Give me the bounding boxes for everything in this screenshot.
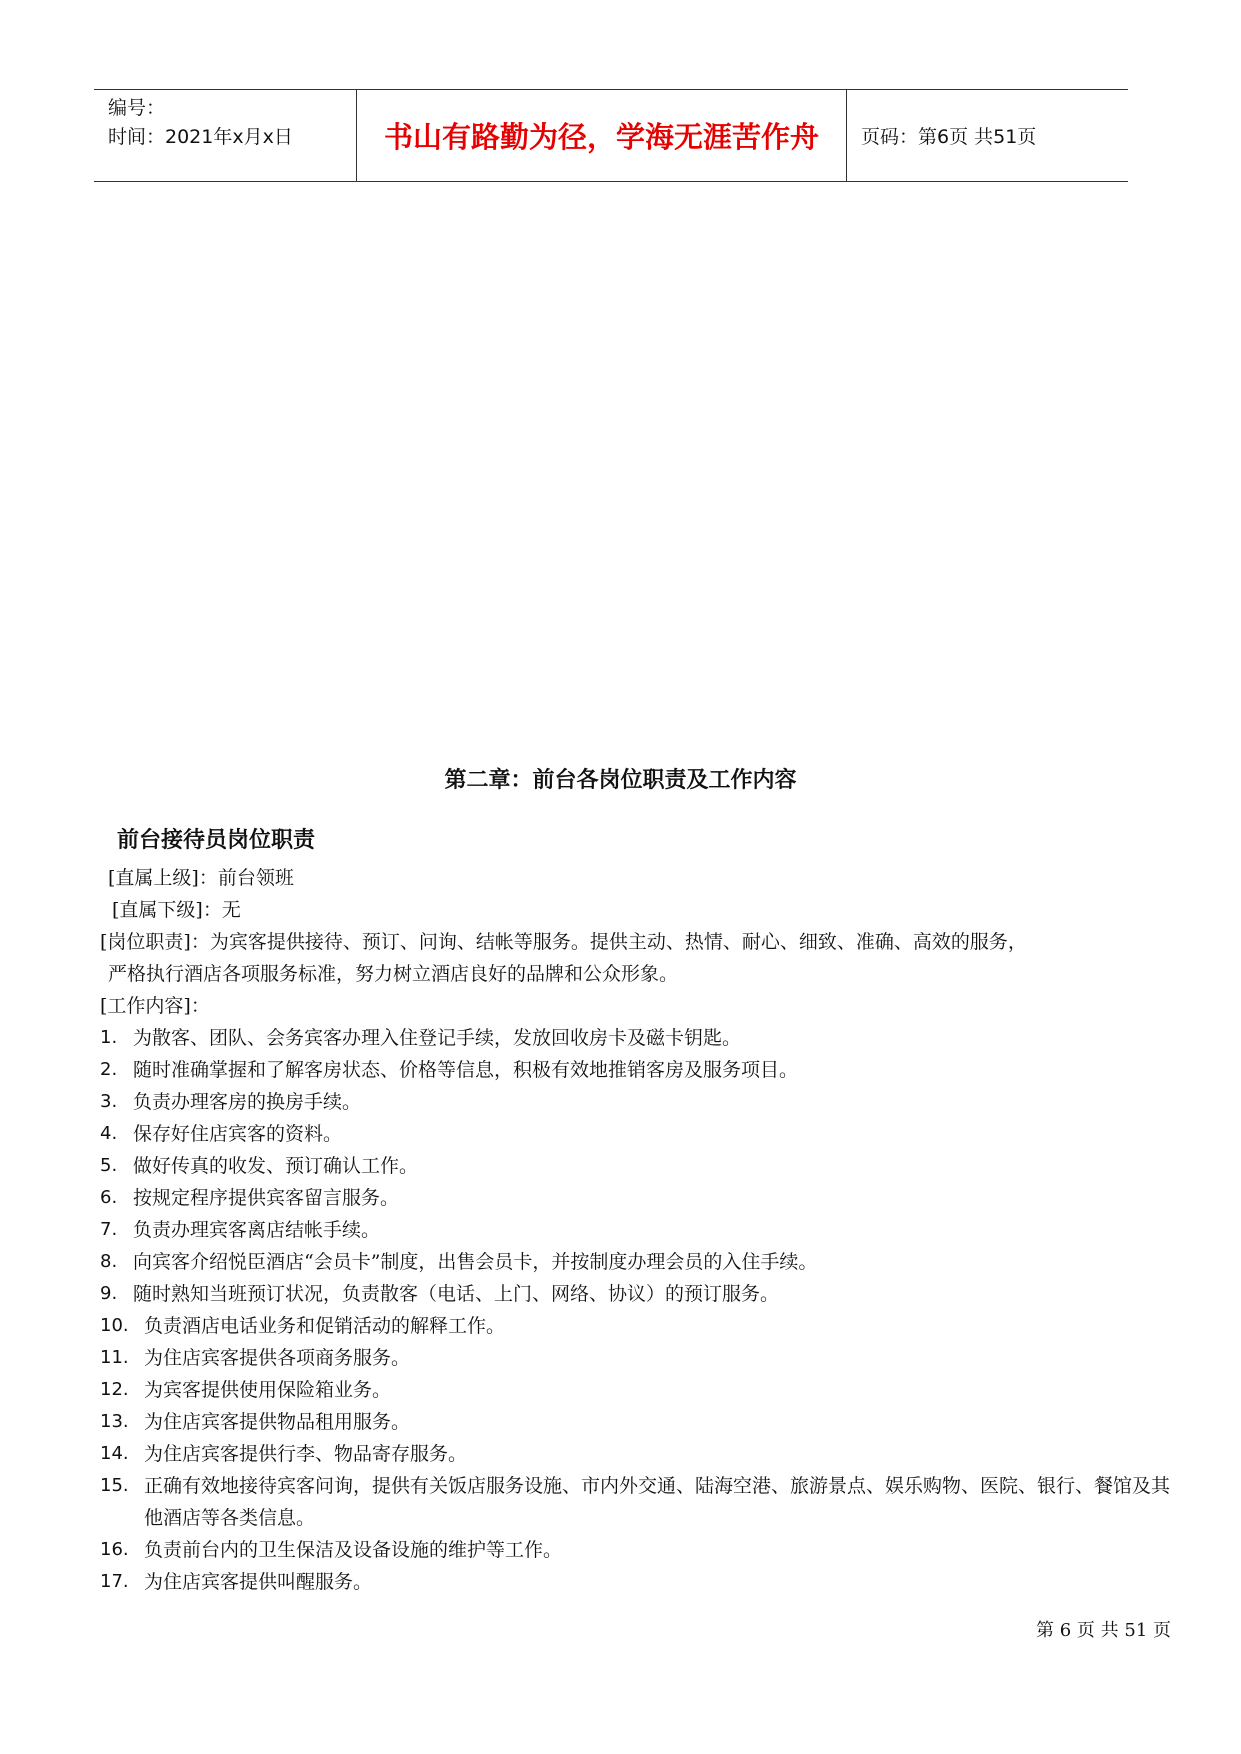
list-item [100, 1118, 1180, 1150]
chapter-title: 第二章：前台各岗位职责及工作内容 [444, 768, 797, 793]
list-item [100, 1278, 1180, 1310]
list-item-text: 按规定程序提供宾客留言服务。 [133, 1187, 400, 1209]
list-item-number: 2. [100, 1059, 118, 1080]
list-item-number: 15. [100, 1475, 129, 1496]
list-item [100, 1406, 1180, 1438]
list-item-number: 4. [100, 1123, 118, 1144]
header-meta [94, 90, 357, 181]
list-item-text: 负责办理宾客离店结帐手续。 [133, 1219, 381, 1241]
work-content-label: [工作内容]： [100, 995, 210, 1017]
duty-field-line2: 严格执行酒店各项服务标准，努力树立酒店良好的品牌和公众形象。 [108, 963, 679, 985]
list-item-text: 向宾客介绍悦臣酒店“会员卡”制度，出售会员卡，并按制度办理会员的入住手续。 [133, 1251, 818, 1273]
list-item-text: 随时熟知当班预订状况，负责散客（电话、上门、网络、协议）的预订服务。 [133, 1283, 780, 1305]
list-item-text: 负责前台内的卫生保洁及设备设施的维护等工作。 [144, 1539, 563, 1561]
header-motto-cell [357, 90, 847, 181]
list-item-text: 为住店宾客提供叫醒服务。 [144, 1571, 373, 1593]
list-item-text: 负责办理客房的换房手续。 [133, 1091, 362, 1113]
list-item [100, 1150, 1180, 1182]
list-item-number: 5. [100, 1155, 118, 1176]
list-item-number: 14. [100, 1443, 129, 1464]
list-item-text: 正确有效地接待宾客问询，提供有关饭店服务设施、市内外交通、陆海空港、旅游景点、娱乐购物、医院、银行、餐馆及其他酒店等各类信息。 [144, 1475, 1171, 1529]
list-item-number: 10. [100, 1315, 129, 1336]
subordinate-field: [直属下级]：无 [112, 899, 241, 921]
list-item-number: 16. [100, 1539, 129, 1560]
list-item-text: 为住店宾客提供各项商务服务。 [144, 1347, 411, 1369]
list-item-number: 11. [100, 1347, 129, 1368]
list-item [100, 1342, 1180, 1374]
list-item [100, 1374, 1180, 1406]
list-item-number: 12. [100, 1379, 129, 1400]
motto: 书山有路勤为径，学海无涯苦作舟 [383, 120, 819, 154]
list-item [100, 1214, 1180, 1246]
list-item [100, 1470, 1180, 1534]
list-item [100, 1534, 1180, 1566]
task-list [100, 1022, 1180, 1598]
list-item [100, 1022, 1180, 1054]
list-item-number: 9. [100, 1283, 118, 1304]
list-item [100, 1086, 1180, 1118]
list-item-text: 做好传真的收发、预订确认工作。 [133, 1155, 419, 1177]
list-item-number: 6. [100, 1187, 118, 1208]
superior-field: [直属上级]：前台领班 [108, 867, 294, 889]
list-item [100, 1246, 1180, 1278]
time-label: 时间：2021年x月x日 [108, 126, 293, 148]
list-item [100, 1182, 1180, 1214]
list-item-text: 负责酒店电话业务和促销活动的解释工作。 [144, 1315, 506, 1337]
list-item-text: 为住店宾客提供行李、物品寄存服务。 [144, 1443, 468, 1465]
page-footer: 第 6 页 共 51 页 [1036, 1620, 1171, 1641]
list-item-number: 7. [100, 1219, 118, 1240]
page-info: 页码：第6页 共51页 [861, 126, 1037, 148]
number-label: 编号： [108, 97, 166, 119]
list-item-number: 3. [100, 1091, 118, 1112]
document-body [100, 862, 1180, 1598]
list-item [100, 1438, 1180, 1470]
list-item [100, 1566, 1180, 1598]
list-item-text: 为住店宾客提供物品租用服务。 [144, 1411, 411, 1433]
section-title: 前台接待员岗位职责 [117, 828, 316, 853]
list-item-number: 1. [100, 1027, 118, 1048]
list-item [100, 1054, 1180, 1086]
list-item-number: 13. [100, 1411, 129, 1432]
list-item-number: 17. [100, 1571, 129, 1592]
list-item-text: 为宾客提供使用保险箱业务。 [144, 1379, 392, 1401]
list-item-text: 为散客、团队、会务宾客办理入住登记手续，发放回收房卡及磁卡钥匙。 [133, 1027, 742, 1049]
list-item-text: 保存好住店宾客的资料。 [133, 1123, 343, 1145]
header-page-cell [847, 90, 1128, 181]
list-item-number: 8. [100, 1251, 118, 1272]
document-header [94, 89, 1128, 182]
list-item-text: 随时准确掌握和了解客房状态、价格等信息，积极有效地推销客房及服务项目。 [133, 1059, 799, 1081]
duty-field-line1: [岗位职责]：为宾客提供接待、预订、问询、结帐等服务。提供主动、热情、耐心、细致、准确、高效的服务， [100, 931, 1027, 953]
list-item [100, 1310, 1180, 1342]
